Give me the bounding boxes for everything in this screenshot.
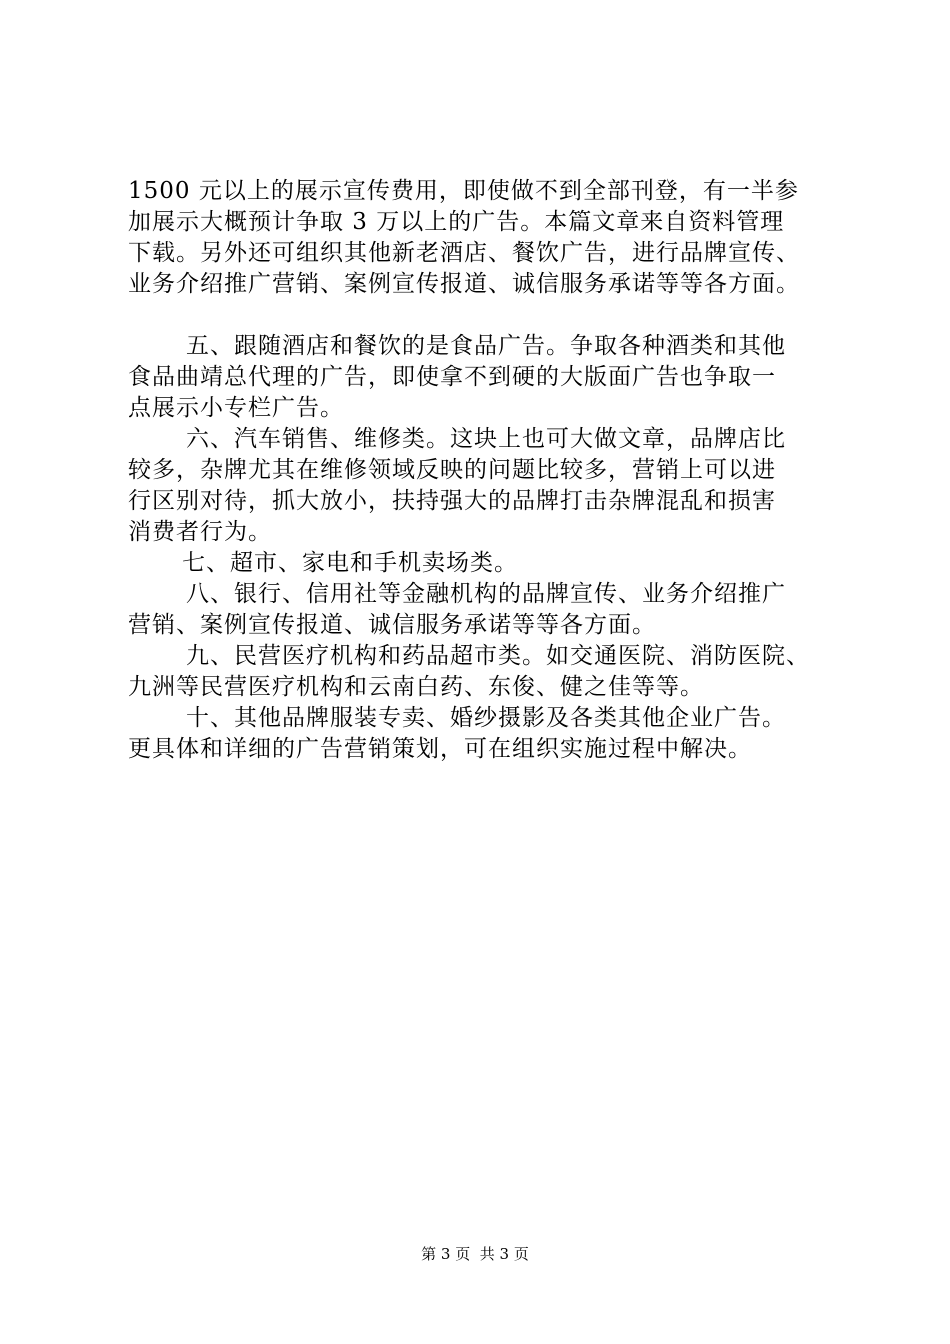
page-footer bbox=[0, 1244, 950, 1264]
text-line: 行区别对待，抓大放小，扶持强大的品牌打击杂牌混乱和损害 bbox=[128, 488, 776, 514]
text-line: 食品曲靖总代理的广告，即使拿不到硬的大版面广告也争取一 bbox=[128, 364, 776, 390]
text-line: 业务介绍推广营销、案例宣传报道、诚信服务承诺等等各方面。 bbox=[128, 271, 800, 297]
page-number: 第 3 页 共 3 页 bbox=[421, 1245, 529, 1263]
text-line: 九、民营医疗机构和药品超市类。如交通医院、消防医院、 bbox=[186, 643, 810, 669]
text-line: 下载。另外还可组织其他新老酒店、餐饮广告，进行品牌宣传、 bbox=[128, 240, 800, 266]
paragraph-item-10 bbox=[128, 703, 868, 765]
paragraph-item-6 bbox=[128, 424, 868, 548]
text-line: 1500 元以上的展示宣传费用，即使做不到全部刊登，有一半参 bbox=[128, 178, 799, 204]
text-line: 六、汽车销售、维修类。这块上也可大做文章，品牌店比 bbox=[186, 426, 786, 452]
text-line: 消费者行为。 bbox=[128, 519, 272, 545]
text-line: 十、其他品牌服装专卖、婚纱摄影及各类其他企业广告。 bbox=[186, 705, 786, 731]
paragraph-item-9 bbox=[128, 641, 868, 703]
document-body bbox=[128, 176, 868, 765]
text-line: 八、银行、信用社等金融机构的品牌宣传、业务介绍推广 bbox=[186, 581, 786, 607]
text-line: 九洲等民营医疗机构和云南白药、东俊、健之佳等等。 bbox=[128, 674, 704, 700]
paragraph-item-7 bbox=[128, 548, 868, 579]
paragraph-continuation bbox=[128, 176, 868, 300]
text-line: 七、超市、家电和手机卖场类。 bbox=[182, 550, 518, 576]
text-line: 点展示小专栏广告。 bbox=[128, 395, 344, 421]
text-line: 加展示大概预计争取 3 万以上的广告。本篇文章来自资料管理 bbox=[128, 209, 785, 235]
paragraph-item-8 bbox=[128, 579, 868, 641]
text-line: 更具体和详细的广告营销策划，可在组织实施过程中解决。 bbox=[128, 736, 752, 762]
paragraph-item-5 bbox=[128, 331, 868, 424]
text-line: 五、跟随酒店和餐饮的是食品广告。争取各种酒类和其他 bbox=[186, 333, 786, 359]
text-line: 营销、案例宣传报道、诚信服务承诺等等各方面。 bbox=[128, 612, 656, 638]
text-line: 较多，杂牌尤其在维修领域反映的问题比较多，营销上可以进 bbox=[128, 457, 776, 483]
